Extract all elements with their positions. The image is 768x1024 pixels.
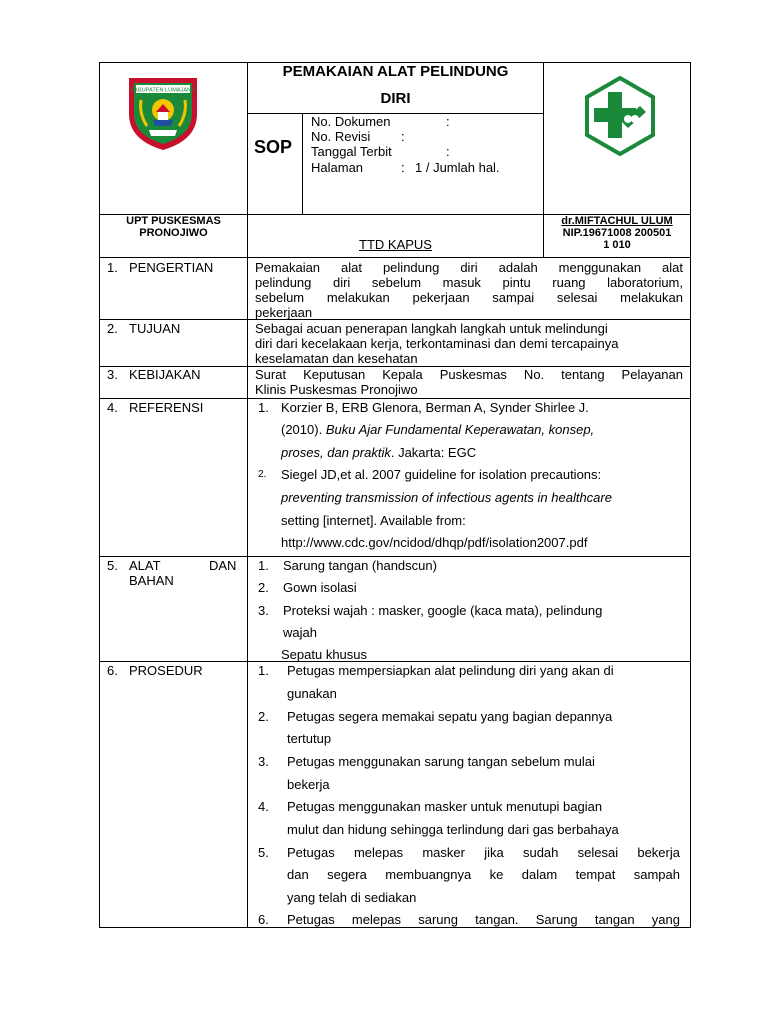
list-number: 1. [258,558,269,573]
list-item: Proteksi wajah : masker, google (kaca mata), pelindung [283,603,603,618]
body-line: diri dari kecelakaan kerja, terkontaminasi dan demi tercapainya [255,336,619,351]
step-number: 1. [258,663,269,678]
body-line: Klinis Puskesmas Pronojiwo [255,382,418,397]
section-number: 1. [107,260,118,275]
step-line: gunakan [287,686,337,701]
regency-emblem-logo [127,74,199,152]
body-line: sebelum melakukan pekerjaan sampai selesai melakukan [255,290,683,305]
reference-line: Siegel JD,et al. 2007 guideline for isolation precautions: [281,467,602,482]
section-label: PENGERTIAN [129,260,214,275]
list-item-extra: Sepatu khusus [281,647,368,662]
section-number: 2. [107,321,118,336]
document-title-line2: DIRI [380,90,411,107]
reference-line: preventing transmission of infectious agents in healthcare [281,490,612,505]
step-line: Petugas menggunakan masker untuk menutupi bagian [287,799,603,814]
page-value: 1 / Jumlah hal. [415,160,500,175]
section-label: TUJUAN [129,321,181,336]
step-line: bekerja [287,777,330,792]
document-title-line1: PEMAKAIAN ALAT PELINDUNG [282,63,509,80]
section-number: 4. [107,400,118,415]
body-line: pekerjaan [255,305,313,320]
head-nip-line1: NIP.19671008 200501 [562,227,672,239]
body-line: pelindung diri sebelum masuk pintu ruang laboratorium, [255,275,683,290]
step-line: Petugas melepas masker jika sudah selesai bekerja [287,845,680,860]
ttd-kapus: TTD KAPUS [359,237,432,252]
revision-label: No. Revisi [311,129,371,144]
puskesmas-logo [584,76,656,156]
step-line: dan segera membuangnya ke dalam tempat sampah [287,867,680,882]
revision-sep: : [401,129,405,144]
step-number: 5. [258,845,269,860]
svg-text:KABUPATEN LUMAJANG: KABUPATEN LUMAJANG [130,87,196,94]
reference-line [281,445,476,460]
step-number: 4. [258,799,269,814]
step-number: 6. [258,912,269,927]
step-line: Petugas segera memakai sepatu yang bagian depannya [287,709,613,724]
step-line: Petugas menggunakan sarung tangan sebelum mulai [287,754,595,769]
list-item: Sarung tangan (handscun) [283,558,437,573]
list-item-continuation: wajah [283,625,317,640]
step-line: Petugas mempersiapkan alat pelindung diri yang akan di [287,663,614,678]
section-label: ALAT [129,558,161,573]
section-number: 3. [107,367,118,382]
section-number: 5. [107,558,118,573]
section-label: BAHAN [129,573,174,588]
step-number: 3. [258,754,269,769]
issue-date-sep: : [446,144,450,159]
body-line: Pemakaian alat pelindung diri adalah menggunakan alat [255,260,683,275]
section-number: 6. [107,663,118,678]
body-line: Sebagai acuan penerapan langkah langkah untuk melindungi [255,321,608,336]
list-number: 3. [258,603,269,618]
head-name: dr.MIFTACHUL ULUM [561,215,673,227]
body-line: keselamatan dan kesehatan [255,351,418,366]
step-line: yang telah di sediakan [287,890,417,905]
section-label: KEBIJAKAN [129,367,201,382]
reference-line: setting [internet]. Available from: [281,513,466,528]
reference-segment: (2010). [281,422,326,437]
reference-line [281,422,594,437]
sop-label: SOP [254,137,293,157]
section-label: DAN [209,558,237,573]
section-label: PROSEDUR [129,663,203,678]
body-line: Surat Keputusan Kepala Puskesmas No. tentang Pelayanan [255,367,683,382]
reference-segment: . Jakarta: EGC [390,445,477,460]
org-name-line2: PRONOJIWO [139,227,208,239]
step-line: tertutup [287,731,332,746]
doc-number-sep: : [446,114,450,129]
head-nip-line2: 1 010 [603,239,631,251]
step-line: Petugas melepas sarung tangan. Sarung tangan yang [287,912,680,927]
doc-number-label: No. Dokumen [311,114,391,129]
reference-line: Korzier B, ERB Glenora, Berman A, Synder Shirlee J. [281,400,589,415]
list-item: Gown isolasi [283,580,357,595]
reference-url: http://www.cdc.gov/ncidod/dhqp/pdf/isolation2007.pdf [281,535,588,550]
page-sep: : [401,160,405,175]
reference-book-title: Buku Ajar Fundamental Keperawatan, konsep, [325,422,595,437]
step-number: 2. [258,709,269,724]
section-label: REFERENSI [129,400,204,415]
issue-date-label: Tanggal Terbit [311,144,392,159]
list-number: 2. [258,580,269,595]
list-number: 1. [258,400,269,415]
page-label: Halaman [311,160,364,175]
list-number: 2. [258,469,267,480]
reference-book-title: proses, dan praktik [281,445,391,460]
org-name-line1: UPT PUSKESMAS [126,215,221,227]
step-line: mulut dan hidung sehingga terlindung dari gas berbahaya [287,822,619,837]
